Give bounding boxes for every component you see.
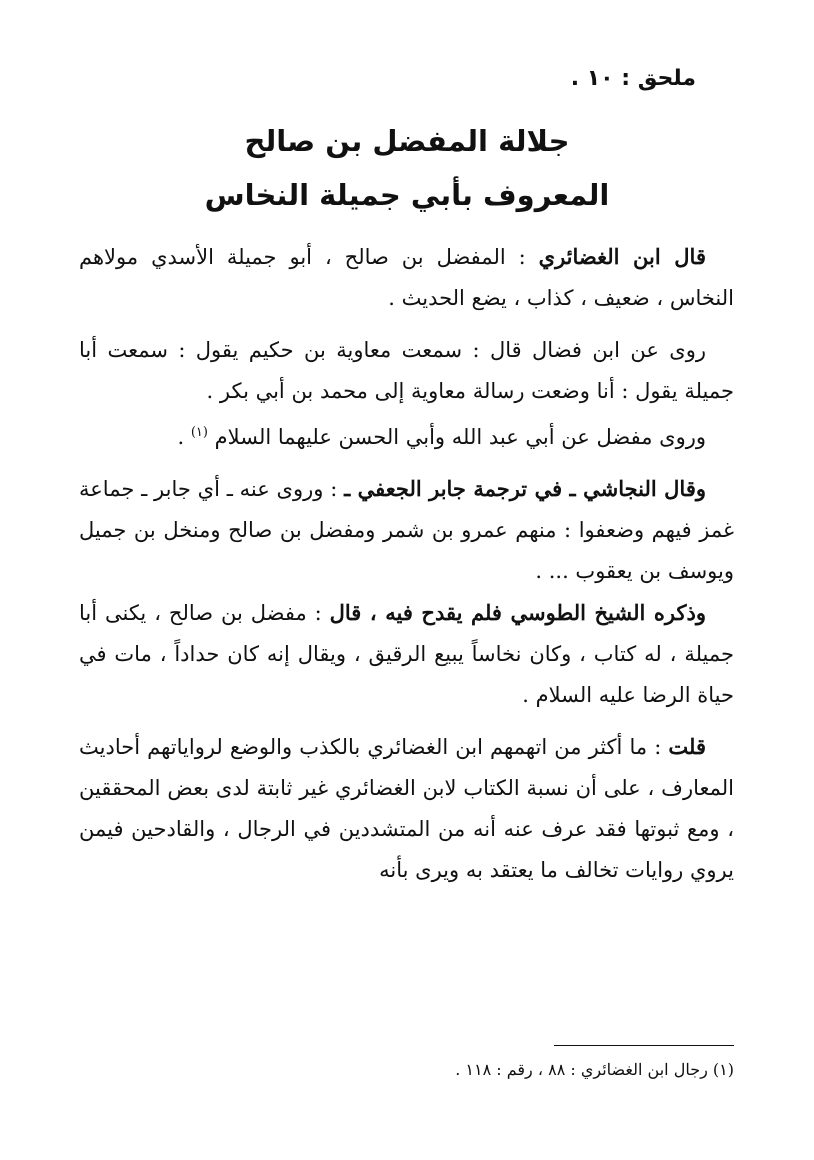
paragraph-text: روى عن ابن فضال قال : سمعت معاوية بن حكيم يقول : سمعت أبا جميلة يقول : أنا وضعت رسالة معاوية إلى محمد بن أبي بكر . [79,338,734,403]
paragraph-3 [79,412,734,458]
paragraph-text: : مفضل بن صالح ، يكنى أبا جميلة ، له كتاب ، وكان نخاساً يبيع الرقيق ، ويقال إنه كان حداداً ، مات في حياة الرضا عليه السلام . [79,601,734,707]
paragraph-text: وروى مفضل عن أبي عبد الله وأبي الحسن عليهما السلام [214,425,706,449]
paragraph-text: : المفضل بن صالح ، أبو جميلة الأسدي مولاهم النخاس ، ضعيف ، كذاب ، يضع الحديث . [79,245,734,310]
paragraph-1 [79,236,734,319]
paragraph-4 [79,468,734,592]
footnote-reference: (١) [190,425,208,440]
paragraph-lead: وذكره الشيخ الطوسي فلم يقدح فيه ، قال [329,600,706,625]
paragraph-text: : وروى عنه ـ أي جابر ـ جماعة غمز فيهم وضعفوا : منهم عمرو بن شمر ومفضل بن صالح ومنخل بن جميل ويوسف بن يعقوب ... . [79,477,734,583]
paragraph-text: : ما أكثر من اتهمهم ابن الغضائري بالكذب والوضع لرواياتهم أحاديث المعارف ، على أن نسبة الكتاب لابن الغضائري غير ثابتة لدى بعض المحققين ، ومع ثبوتها فقد عرف عنه أنه من المتشددين في الرجال ، والقادحين فيمن يروي روايات تخالف ما يعتقد به ويرى بأنه [79,735,734,882]
page-title: جلالة المفضل بن صالح [244,124,570,158]
paragraph-tail: . [177,425,191,449]
paragraph-lead: قال ابن الغضائري [538,244,706,269]
body-text [79,236,734,891]
paragraph-5 [79,592,734,716]
appendix-label: ملحق : ١٠ . [570,66,696,91]
footnote: (١) رجال ابن الغضائري : ٨٨ ، رقم : ١١٨ . [455,1060,734,1079]
page-subtitle: المعروف بأبي جميلة النخاس [204,178,610,212]
footnote-divider [554,1045,734,1046]
paragraph-lead: وقال النجاشي ـ في ترجمة جابر الجعفي ـ [344,476,706,501]
paragraph-2 [79,329,734,412]
paragraph-lead: قلت [668,734,706,759]
paragraph-6 [79,726,734,891]
